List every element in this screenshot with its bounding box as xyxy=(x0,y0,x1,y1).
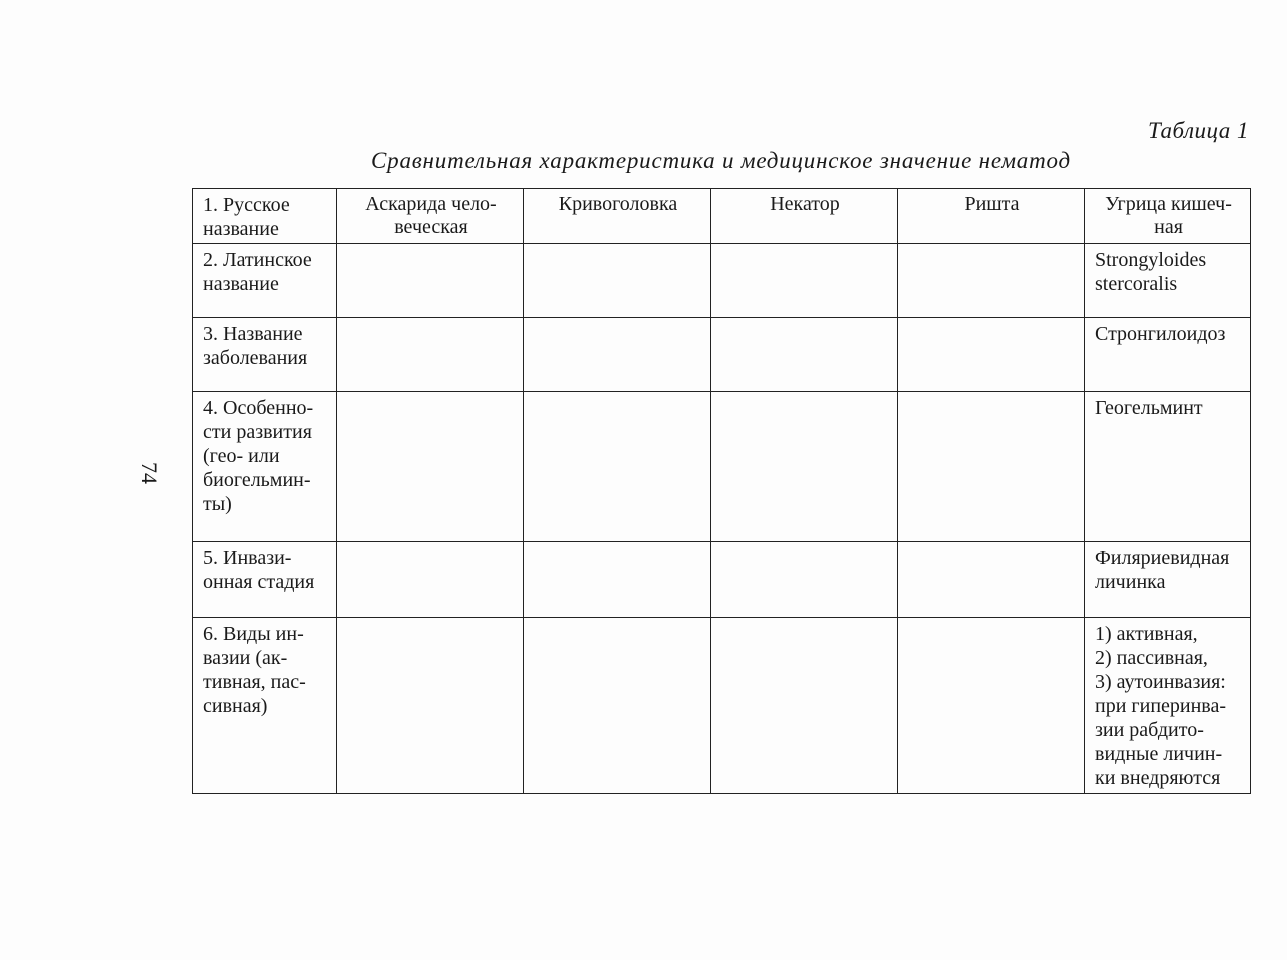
table-cell: Филяриевидная личинка xyxy=(1085,542,1251,618)
table-cell xyxy=(337,244,524,318)
column-header-ancylostoma: Кривоголовка xyxy=(524,189,711,244)
table-cell xyxy=(337,618,524,794)
table-row xyxy=(193,318,1251,392)
row-label-development: 4. Особенно- сти развития (гео- или биогельмин- ты) xyxy=(193,392,337,542)
table-cell xyxy=(898,244,1085,318)
row-label-russian-name: 1. Русское название xyxy=(193,189,337,244)
table-row xyxy=(193,244,1251,318)
column-header-strongyloides: Угрица кишеч- ная xyxy=(1085,189,1251,244)
table-cell: Стронгилоидоз xyxy=(1085,318,1251,392)
table-cell xyxy=(524,618,711,794)
table-row xyxy=(193,618,1251,794)
table-cell xyxy=(524,392,711,542)
table-cell: 1) активная, 2) пассивная, 3) аутоинвазия: при гиперинва- зии рабдито- видные личин- ки внедряются xyxy=(1085,618,1251,794)
row-label-invasive-stage: 5. Инвази- онная стадия xyxy=(193,542,337,618)
table-header-row xyxy=(193,189,1251,244)
table-label: Таблица 1 xyxy=(1147,118,1249,143)
table-cell xyxy=(711,618,898,794)
table-row xyxy=(193,542,1251,618)
table-cell xyxy=(524,318,711,392)
table-cell: Геогельминт xyxy=(1085,392,1251,542)
page-number: 74 xyxy=(137,462,162,484)
table-cell xyxy=(524,542,711,618)
table-cell xyxy=(711,542,898,618)
nematode-comparison-table xyxy=(192,188,1251,794)
table-cell xyxy=(337,318,524,392)
table-cell xyxy=(711,244,898,318)
row-label-invasion-types: 6. Виды ин- вазии (ак- тивная, пас- сивная) xyxy=(193,618,337,794)
table-cell xyxy=(898,318,1085,392)
table-cell xyxy=(898,392,1085,542)
column-header-ascaris: Аскарида чело- веческая xyxy=(337,189,524,244)
table-cell xyxy=(524,244,711,318)
column-header-necator: Некатор xyxy=(711,189,898,244)
table-cell: Strongyloides stercoralis xyxy=(1085,244,1251,318)
table-title: Сравнительная характеристика и медицинское значение нематод xyxy=(371,148,1071,173)
table-cell xyxy=(711,318,898,392)
table-row xyxy=(193,392,1251,542)
table-cell xyxy=(337,542,524,618)
row-label-latin-name: 2. Латинское название xyxy=(193,244,337,318)
column-header-dracunculus: Ришта xyxy=(898,189,1085,244)
table-cell xyxy=(337,392,524,542)
row-label-disease-name: 3. Название заболевания xyxy=(193,318,337,392)
table-cell xyxy=(711,392,898,542)
table-cell xyxy=(898,542,1085,618)
table-cell xyxy=(898,618,1085,794)
